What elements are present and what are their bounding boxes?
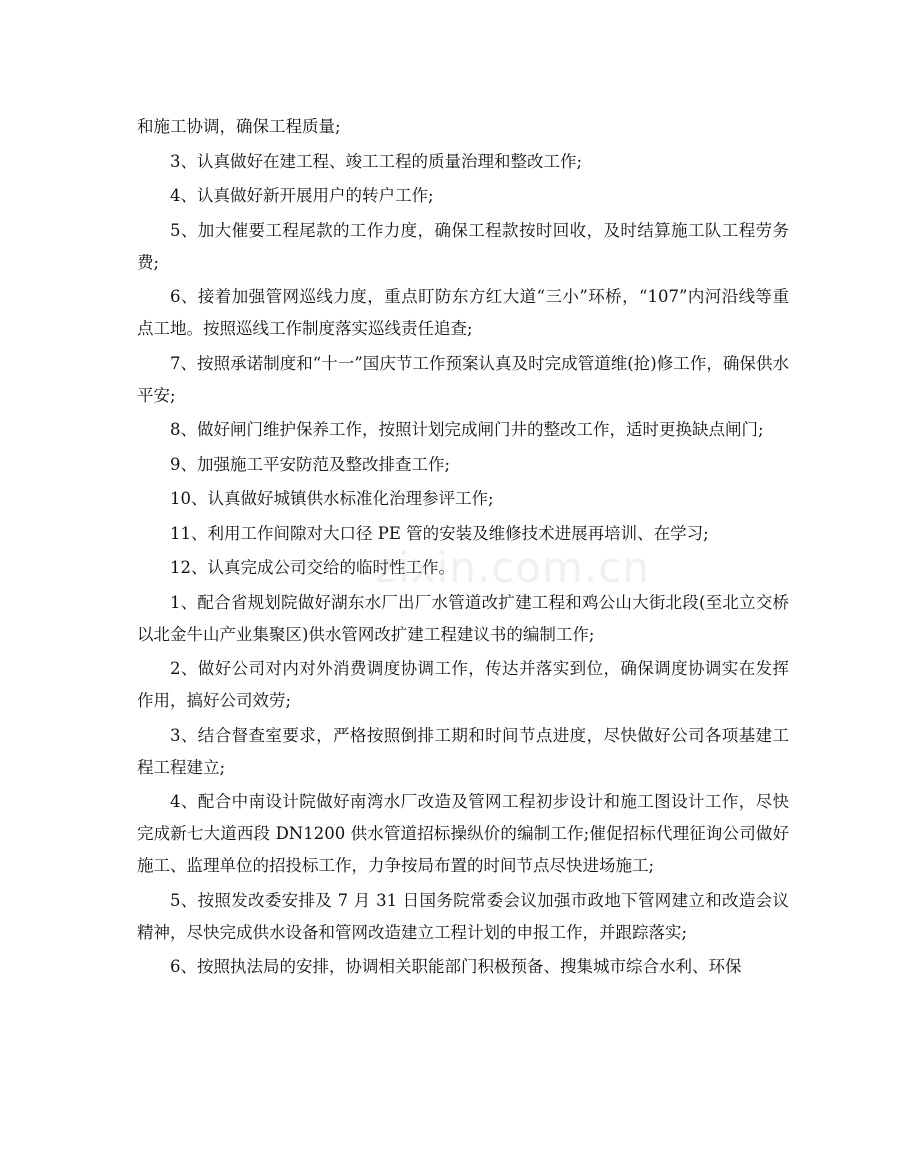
- paragraph: 7、按照承诺制度和“十一”国庆节工作预案认真及时完成管道维(抢)修工作，确保供水平安;: [137, 353, 789, 405]
- document-body: [137, 111, 789, 986]
- paragraph: 4、配合中南设计院做好南湾水厂改造及管网工程初步设计和施工图设计工作，尽快完成新七大道西段 DN1200 供水管道招标操纵价的编制工作;催促招标代理征询公司做好施工、监理单位的招投标工作，力争按局布置的时间节点尽快进场施工;: [137, 792, 789, 875]
- paragraph: 12、认真完成公司交给的临时性工作。: [170, 558, 455, 577]
- paragraph: 5、按照发改委安排及 7 月 31 日国务院常委会议加强市政地下管网建立和改造会议精神，尽快完成供水设备和管网改造建立工程计划的申报工作，并跟踪落实;: [137, 890, 789, 942]
- paragraph: 2、做好公司对内对外消费调度协调工作，传达并落实到位，确保调度协调实在发挥作用，搞好公司效劳;: [137, 659, 789, 710]
- paragraph: 3、认真做好在建工程、竣工工程的质量治理和整改工作;: [170, 151, 583, 171]
- paragraph: 6、接着加强管网巡线力度，重点盯防东方红大道“三小”环桥，“107”内河沿线等重点工地。按照巡线工作制度落实巡线责任追查;: [137, 287, 789, 338]
- paragraph: 和施工协调，确保工程质量;: [137, 117, 341, 136]
- paragraph: 6、按照执法局的安排，协调相关职能部门积极预备、搜集城市综合水利、环保: [170, 957, 742, 976]
- paragraph: 1、配合省规划院做好湖东水厂出厂水管道改扩建工程和鸡公山大街北段(至北立交桥以北金牛山产业集聚区)供水管网改扩建工程建议书的编制工作;: [137, 592, 789, 644]
- paragraph: 8、做好闸门维护保养工作，按照计划完成闸门井的整改工作，适时更换缺点闸门;: [170, 420, 764, 439]
- paragraph: 4、认真做好新开展用户的转户工作;: [170, 186, 434, 205]
- paragraph: 9、加强施工平安防范及整改排查工作;: [170, 454, 451, 474]
- paragraph: 3、结合督查室要求，严格按照倒排工期和时间节点进度，尽快做好公司各项基建工程工程建立;: [137, 725, 789, 777]
- watermark: zixin.com.cn: [375, 543, 650, 592]
- paragraph: 11、利用工作间隙对大口径 PE 管的安装及维修技术进展再培训、在学习;: [170, 523, 709, 543]
- paragraph: 5、加大催要工程尾款的工作力度，确保工程款按时回收，及时结算施工队工程劳务费;: [137, 220, 789, 272]
- paragraph: 10、认真做好城镇供水标准化治理参评工作;: [170, 489, 494, 508]
